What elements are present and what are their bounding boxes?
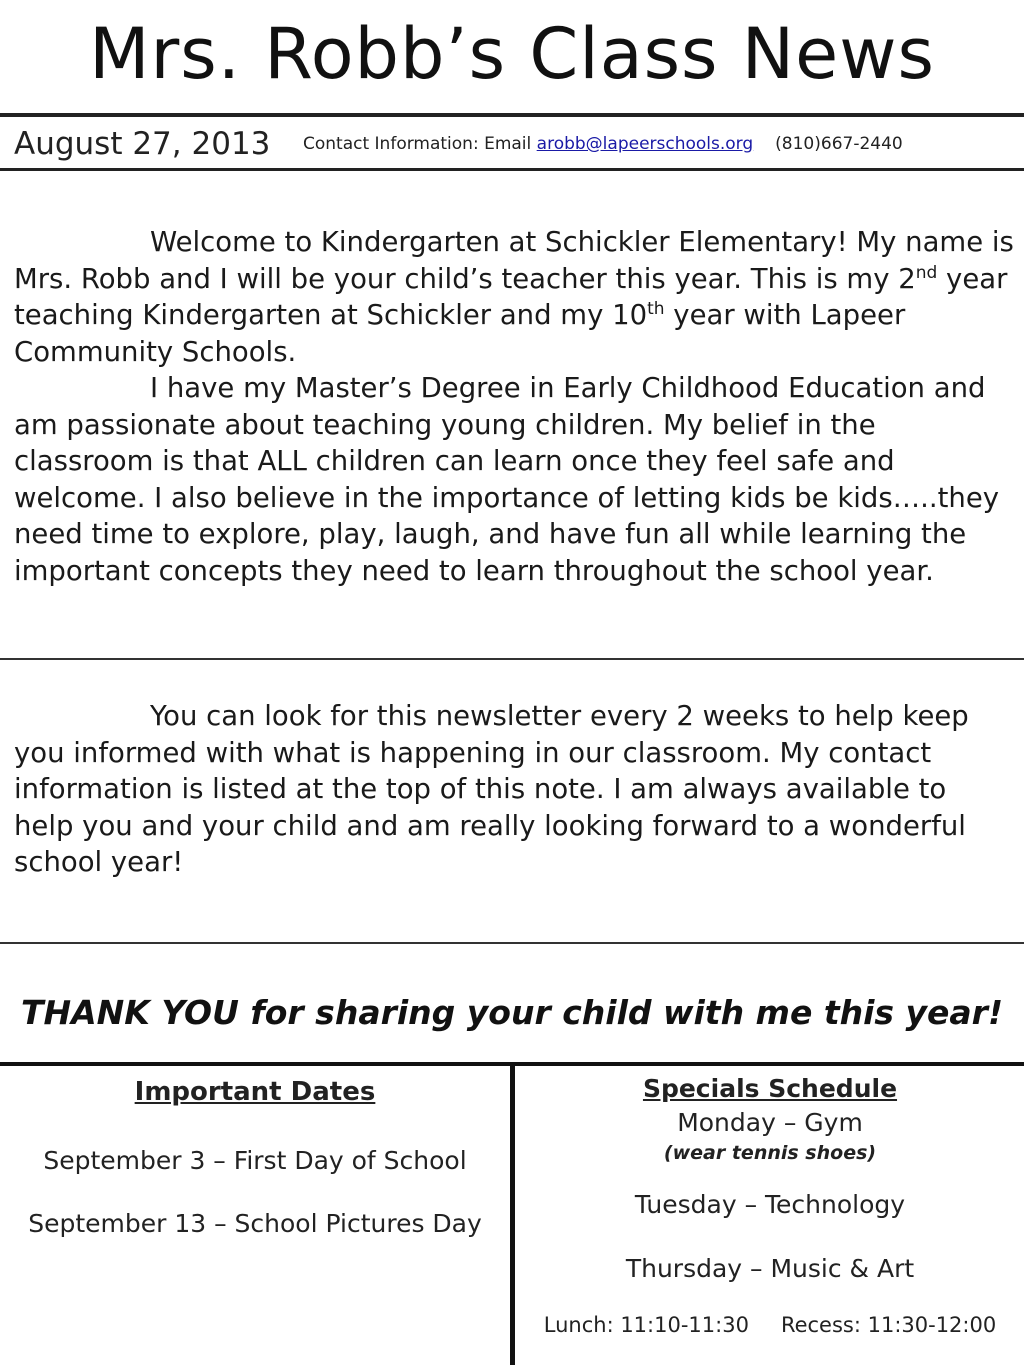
welcome-section: [14, 224, 1014, 589]
special-tuesday: Tuesday – Technology: [634, 1190, 906, 1219]
special-thursday: Thursday – Music & Art: [625, 1254, 915, 1283]
specials-schedule-panel: [516, 1072, 1024, 1342]
newsletter-section: [14, 698, 1014, 881]
thank-you-message: THANK YOU for sharing your child with me this year!: [20, 993, 1004, 1032]
contact-label: Contact Information: Email: [303, 134, 537, 154]
phone-number: (810)667-2440: [775, 134, 903, 154]
recess-time: Recess: 11:30-12:00: [780, 1313, 997, 1337]
philosophy-paragraph: I have my Master’s Degree in Early Childhood Education and am passionate about teaching young children. My belief in the classroom is that ALL children can learn once they feel safe and welcome. I also believe in the importance of letting kids be kids…..they need time to explore, play, laugh, and have fun all while learning the important concepts they need to learn throughout the school year.: [14, 372, 1000, 587]
welcome-paragraph: Welcome to Kindergarten at Schickler Elementary! My name is Mrs. Robb and I will be your child’s teacher this year. This is my 2nd year teaching Kindergarten at Schickler and my 10th year with Lapeer Community Schools.: [14, 226, 1014, 368]
newsletter-title: Mrs. Robb’s Class News: [89, 13, 935, 95]
email-link[interactable]: arobb@lapeerschools.org: [536, 134, 754, 154]
specials-heading: Specials Schedule: [642, 1074, 898, 1103]
date-item: September 13 – School Pictures Day: [28, 1209, 482, 1238]
contact-information: [303, 132, 903, 156]
lunch-time: Lunch: 11:10-11:30: [543, 1313, 749, 1337]
column-divider: [510, 1064, 515, 1365]
date-item: September 3 – First Day of School: [43, 1146, 467, 1175]
header-divider: [0, 168, 1024, 171]
title-divider: [0, 113, 1024, 117]
newsletter-paragraph: You can look for this newsletter every 2 weeks to help keep you informed with what is happening in our classroom. My contact information is listed at the top of this note. I am always available to help you and your child and am really looking forward to a wonderful school year!: [14, 700, 969, 878]
newsletter-date: August 27, 2013: [14, 126, 271, 162]
special-monday: Monday – Gym: [677, 1108, 863, 1137]
lunch-recess-times: [516, 1308, 1024, 1342]
important-dates-panel: [0, 1072, 510, 1241]
important-dates-heading: Important Dates: [134, 1077, 376, 1107]
special-monday-note: (wear tennis shoes): [663, 1142, 877, 1164]
section-divider: [0, 658, 1024, 660]
section-divider: [0, 942, 1024, 944]
